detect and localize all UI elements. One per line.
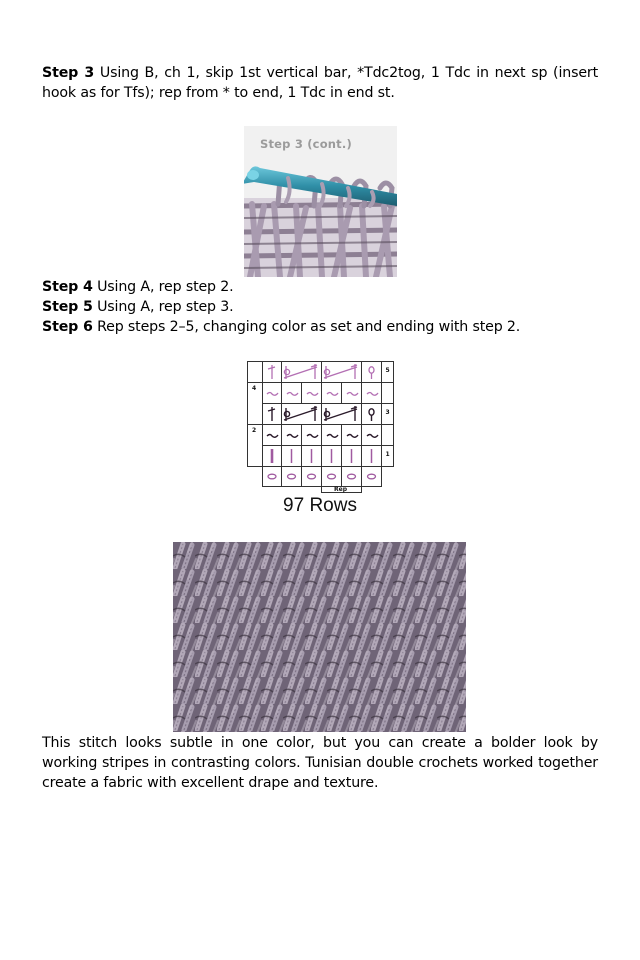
stitch-texture [173, 542, 466, 732]
step-4-line [42, 277, 234, 297]
row-label-5: 5 [385, 367, 390, 374]
photo-caption: Step 3 (cont.) [260, 137, 352, 151]
description-paragraph: This stitch looks subtle in one color, but you can create a bolder look by working stripes in contrasting colors. Tunisian double crochets worked together create a fabric with excellent drape and texture. [42, 735, 598, 791]
step-4-label: Step 4 [42, 279, 93, 295]
step-4-text: Using A, rep step 2. [92, 279, 234, 295]
stitch-chart [247, 361, 394, 493]
step-6-label: Step 6 [42, 319, 93, 335]
step-5-line [42, 297, 234, 317]
step-3-photo [244, 126, 397, 277]
step-6-line [42, 317, 520, 337]
row-label-2: 2 [252, 427, 257, 434]
step-3-text: Using B, ch 1, skip 1st vertical bar, *Tdc2tog, 1 Tdc in next sp (insert hook as for Tfs); rep from * to end, 1 Tdc in end st. [42, 65, 598, 101]
step-5-label: Step 5 [42, 299, 93, 315]
step-3-paragraph [42, 63, 598, 103]
rep-label: Rep [334, 486, 347, 493]
row-label-4: 4 [252, 385, 257, 392]
stitch-chart-grid [247, 361, 394, 493]
step-5-text: Using A, rep step 3. [92, 299, 234, 315]
row-label-1: 1 [385, 451, 390, 458]
swatch-photo [173, 542, 466, 732]
step-3-label: Step 3 [42, 65, 95, 81]
step-6-text: Rep steps 2–5, changing color as set and ending with step 2. [92, 319, 521, 335]
row-label-3: 3 [385, 409, 390, 416]
rows-caption: 97 Rows [283, 495, 357, 516]
